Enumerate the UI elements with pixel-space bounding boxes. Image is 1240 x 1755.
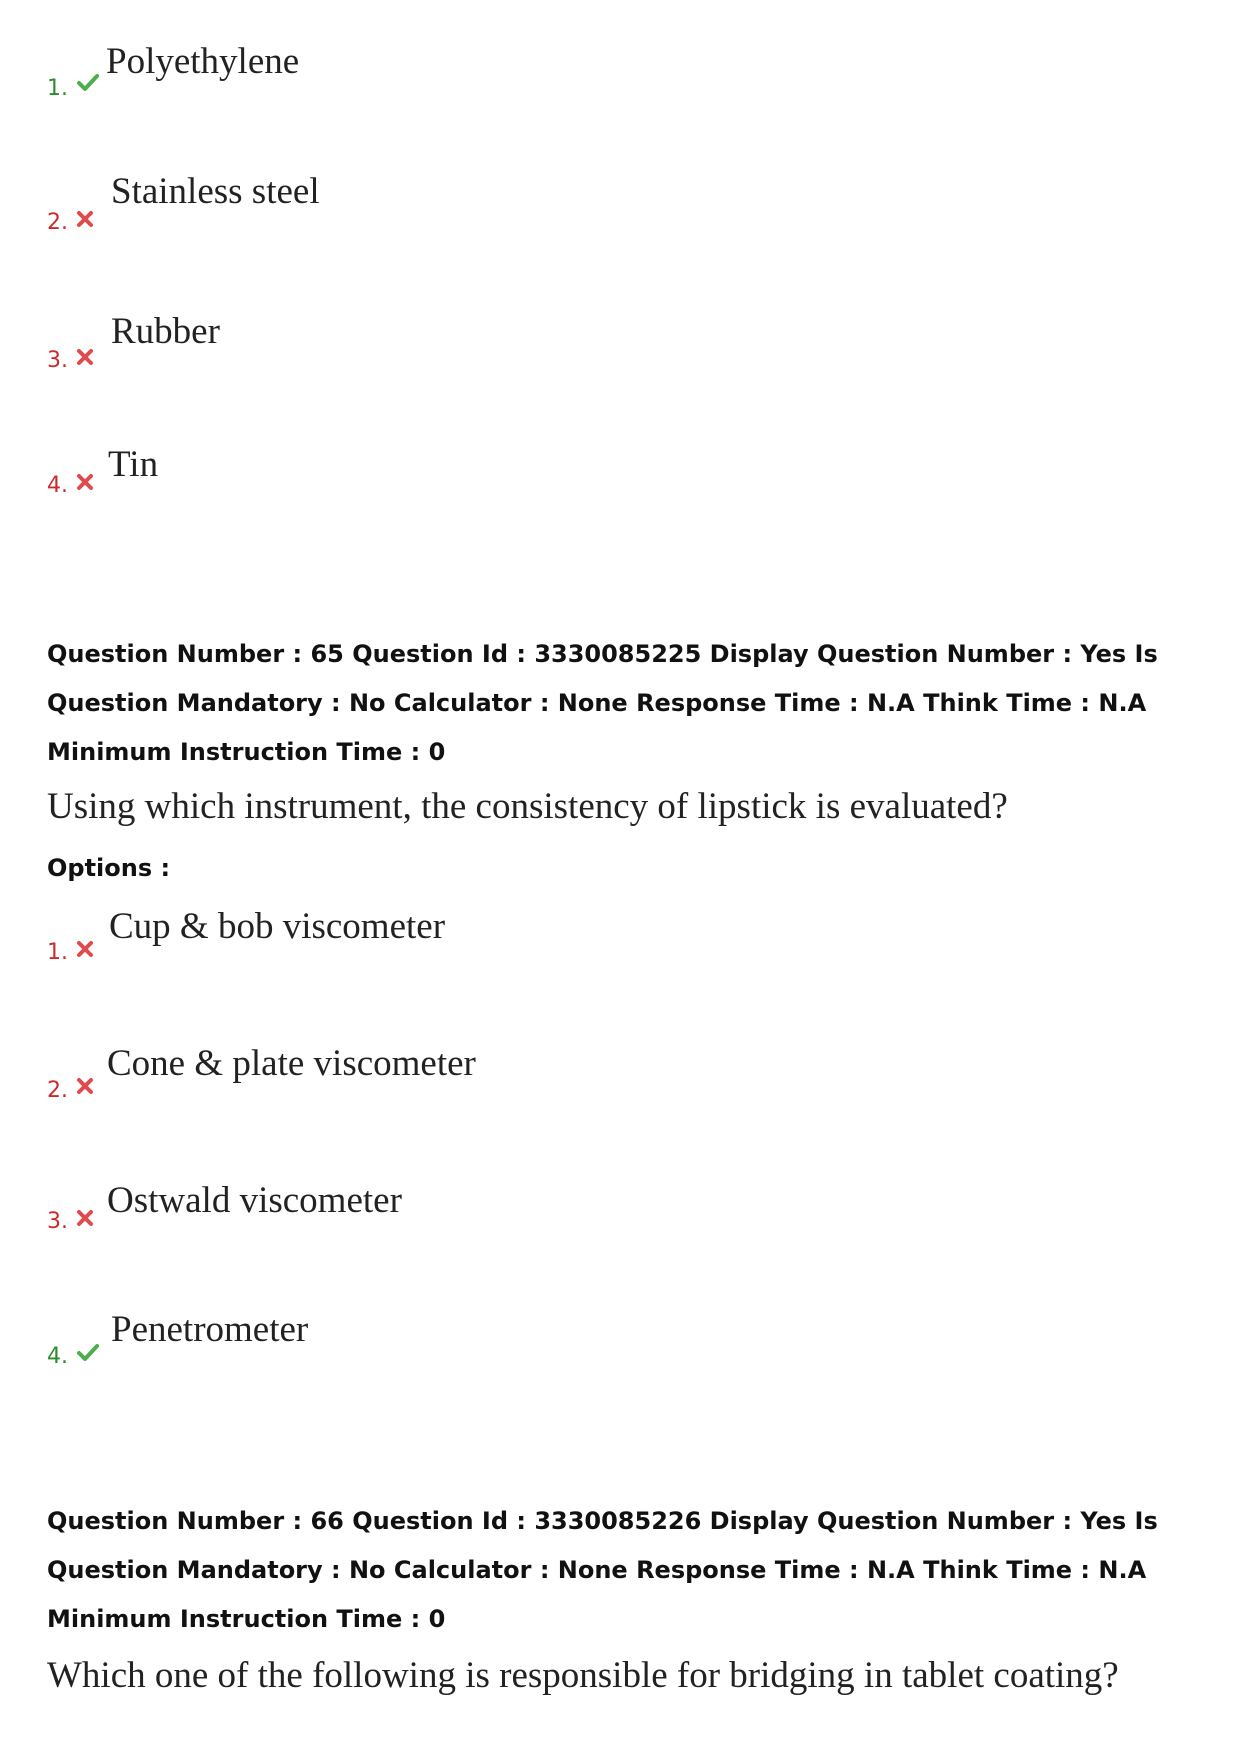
- option-text: Polyethylene: [106, 41, 300, 82]
- option-number: 1.: [47, 940, 68, 965]
- option-item: [0, 40, 1240, 110]
- options-label: Options :: [47, 854, 171, 882]
- option-number: 1.: [47, 76, 68, 101]
- option-number: 4.: [47, 473, 68, 498]
- option-item: [0, 1042, 1240, 1112]
- question-text: Using which instrument, the consistency of lipstick is evaluated?: [47, 786, 1008, 827]
- option-number: 2.: [47, 1078, 68, 1103]
- option-text: Cup & bob viscometer: [109, 906, 446, 947]
- option-item: [0, 905, 1240, 975]
- option-text: Stainless steel: [111, 171, 320, 212]
- option-text: Rubber: [111, 311, 220, 352]
- option-item: [0, 443, 1240, 513]
- question-meta: Question Number : 65 Question Id : 3330085225 Display Question Number : Yes Is Question Mandatory : No Calculator : None Response Time : N.A Think Time : N.A Minimum Instruction Time : 0: [47, 640, 1158, 766]
- option-item: [0, 310, 1240, 380]
- cross-icon: [76, 940, 94, 958]
- option-number: 3.: [47, 348, 68, 373]
- option-item: [0, 1308, 1240, 1378]
- check-icon: [76, 70, 100, 94]
- question-text: Which one of the following is responsible for bridging in tablet coating?: [47, 1655, 1119, 1696]
- option-number: 4.: [47, 1344, 68, 1369]
- cross-icon: [76, 210, 94, 228]
- option-item: [0, 170, 1240, 240]
- option-text: Cone & plate viscometer: [107, 1043, 476, 1084]
- option-item: [0, 1179, 1240, 1249]
- option-text: Tin: [108, 444, 159, 485]
- option-number: 2.: [47, 210, 68, 235]
- cross-icon: [76, 473, 94, 491]
- cross-icon: [76, 348, 94, 366]
- option-text: Ostwald viscometer: [107, 1180, 402, 1221]
- check-icon: [76, 1340, 100, 1364]
- cross-icon: [76, 1077, 94, 1095]
- option-text: Penetrometer: [111, 1309, 309, 1350]
- cross-icon: [76, 1209, 94, 1227]
- option-number: 3.: [47, 1209, 68, 1234]
- question-meta: Question Number : 66 Question Id : 3330085226 Display Question Number : Yes Is Question Mandatory : No Calculator : None Response Time : N.A Think Time : N.A Minimum Instruction Time : 0: [47, 1507, 1158, 1633]
